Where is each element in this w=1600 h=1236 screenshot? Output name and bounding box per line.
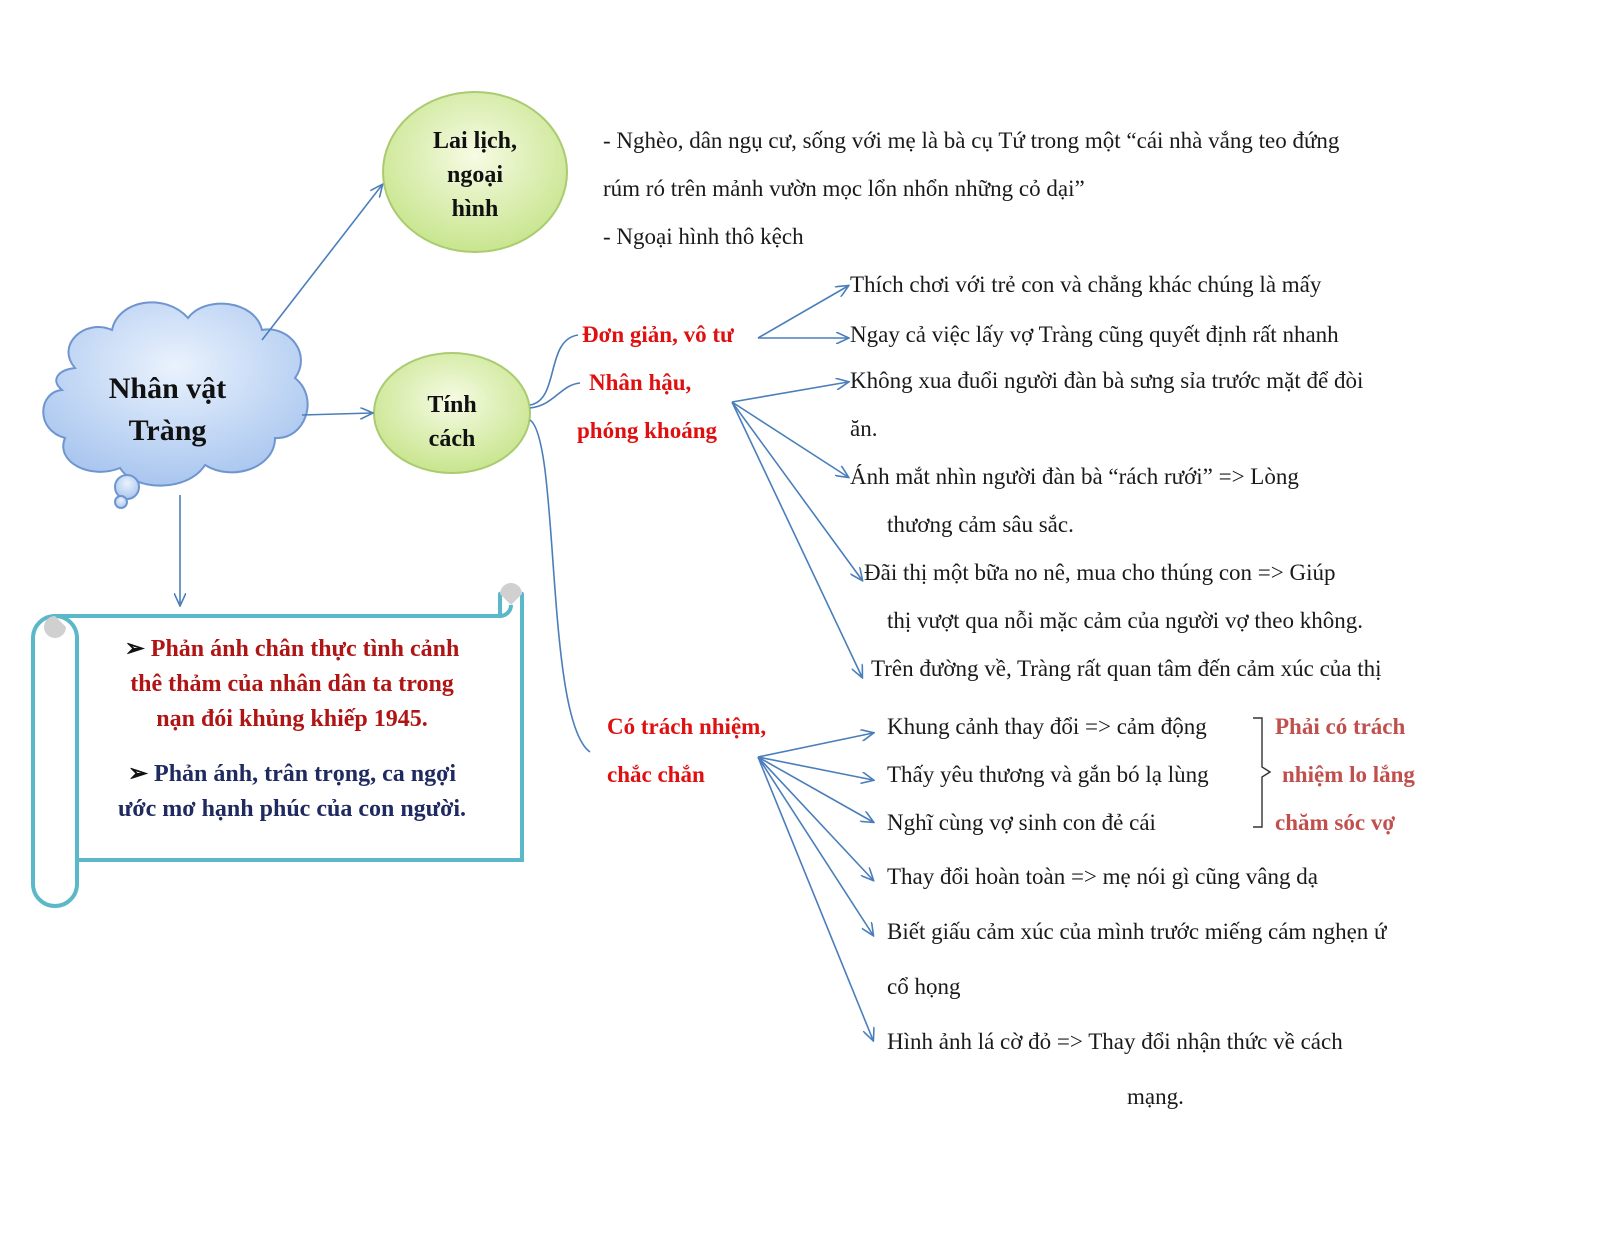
origin-label (405, 124, 545, 226)
arrow-simple-1 (758, 286, 848, 338)
trait-kind-2: phóng khoáng (577, 418, 717, 443)
branch-curve-resp (530, 420, 590, 752)
cloud-label (90, 368, 245, 452)
arrow-resp-4 (758, 757, 873, 880)
resp-item: Thay đổi hoàn toàn => mẹ nói gì cũng vâng dạ (887, 864, 1318, 889)
kind-item: Trên đường về, Tràng rất quan tâm đến cảm xúc của thị (871, 656, 1382, 681)
arrow-resp-6 (758, 757, 873, 1040)
kind-item: Đãi thị một bữa no nê, mua cho thúng con => Giúp (864, 560, 1336, 585)
origin-label-line: Lai lịch, (432, 128, 517, 154)
scroll-bullet-1-line: Phản ánh chân thực tình cảnh (150, 636, 460, 662)
resp-item: Hình ảnh lá cờ đỏ => Thay đổi nhận thức về cách (887, 1029, 1343, 1054)
arrow-resp-1 (758, 733, 873, 757)
resp-item: Thấy yêu thương và gắn bó lạ lùng (887, 762, 1209, 787)
cloud-label-line: Tràng (128, 414, 207, 447)
origin-text-line-1: - Nghèo, dân ngụ cư, sống với mẹ là bà cụ Tứ trong một “cái nhà vắng teo đứng (603, 128, 1340, 153)
resp-item: Biết giấu cảm xúc của mình trước miếng cám nghẹn ứ (887, 919, 1387, 944)
personality-label-line: Tính (427, 392, 477, 418)
kind-item: thương cảm sâu sắc. (887, 512, 1074, 537)
scroll-bullet-1-line: nạn đói khủng khiếp 1945. (156, 706, 428, 732)
branch-curve-kind (530, 383, 580, 408)
cloud-label-line: Nhân vật (108, 372, 227, 405)
origin-label-line: hình (451, 196, 499, 222)
bracket (1253, 718, 1270, 827)
arrow-resp-3 (758, 757, 873, 822)
arrow-kind-1 (732, 382, 848, 402)
resp-item: Khung cảnh thay đổi => cảm động (887, 714, 1207, 739)
resp-item: Nghĩ cùng vợ sinh con đẻ cái (887, 810, 1156, 835)
scroll-bullet-1-line: thê thảm của nhân dân ta trong (130, 671, 454, 697)
scroll-bullet-2-line: ước mơ hạnh phúc của con người. (117, 796, 467, 822)
kind-item: thị vượt qua nỗi mặc cảm của người vợ theo không. (887, 608, 1363, 633)
arrow-cloud-origin (262, 185, 382, 340)
origin-label-line: ngoại (446, 162, 503, 188)
resp-item: mạng. (1127, 1084, 1184, 1109)
bracket-note-line: nhiệm lo lắng (1282, 762, 1415, 787)
trait-resp-2: chắc chắn (607, 762, 705, 787)
bracket-note-line: chăm sóc vợ (1275, 810, 1396, 835)
trait-resp-1: Có trách nhiệm, (607, 714, 767, 739)
scroll-bullet-2 (82, 757, 502, 827)
scroll-bullet-1 (92, 632, 492, 737)
resp-item: cổ họng (887, 974, 961, 999)
scroll-bullet-2-line: Phản ánh, trân trọng, ca ngợi (154, 761, 457, 787)
kind-item: ăn. (850, 416, 878, 441)
origin-text-line-2: rúm ró trên mảnh vườn mọc lổn nhổn những cỏ dại” (603, 176, 1085, 201)
arrow-resp-5 (758, 757, 873, 935)
personality-label-line: cách (428, 426, 476, 452)
bullet-arrow-icon: ➢ (127, 761, 155, 787)
trait-simple: Đơn giản, vô tư (582, 322, 734, 347)
personality-label (392, 388, 512, 456)
branch-curve-simple (530, 335, 578, 405)
bullet-arrow-icon: ➢ (124, 636, 151, 662)
simple-item: Thích chơi với trẻ con và chẳng khác chúng là mấy (850, 272, 1322, 297)
kind-item: Không xua đuổi người đàn bà sưng sỉa trước mặt để đòi (850, 368, 1364, 393)
arrow-cloud-personality (302, 413, 372, 415)
kind-item: Ánh mắt nhìn người đàn bà “rách rưới” => Lòng (850, 464, 1299, 489)
trait-kind-1: Nhân hậu, (589, 370, 692, 395)
bracket-note-line: Phải có trách (1275, 714, 1406, 739)
origin-text-line-3: - Ngoại hình thô kệch (603, 224, 804, 249)
simple-item: Ngay cả việc lấy vợ Tràng cũng quyết định rất nhanh (850, 322, 1339, 347)
arrow-kind-3 (732, 402, 862, 580)
